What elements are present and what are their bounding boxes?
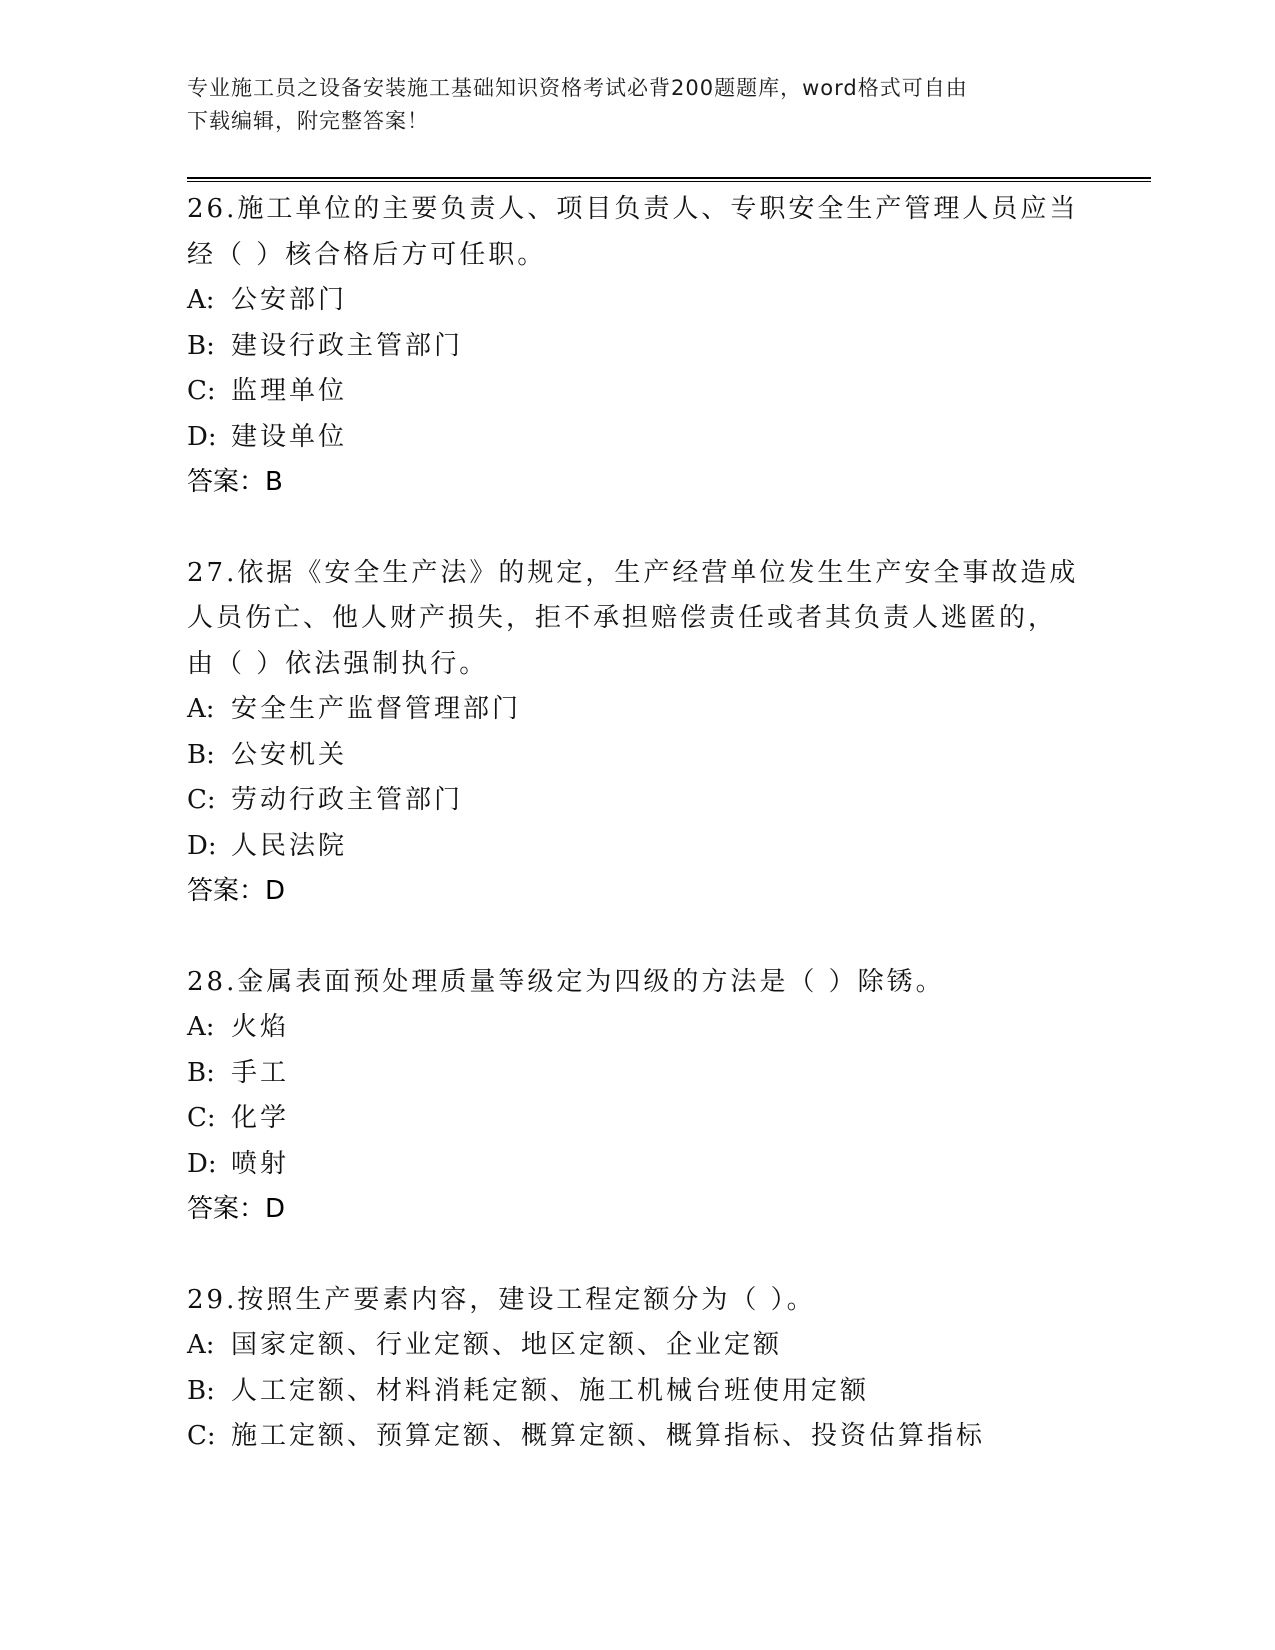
option-text: 火焰 — [231, 1012, 290, 1042]
option-key: B: — [187, 739, 215, 770]
answer-option — [187, 1414, 1087, 1460]
option-key: B: — [187, 1057, 215, 1088]
question-stem-line: 29.按照生产要素内容，建设工程定额分为（ ）。 — [187, 1284, 816, 1315]
option-key: A: — [187, 1330, 215, 1360]
answer-key: 答案：D — [187, 876, 286, 906]
answer-key: 答案：B — [187, 467, 283, 497]
answer-option — [187, 1323, 1087, 1369]
header-line-1: 专业施工员之设备安装施工基础知识资格考试必背200题题库，word格式可自由 — [187, 76, 968, 100]
option-text: 公安部门 — [231, 285, 348, 315]
answer-option — [187, 324, 1087, 370]
option-key: B: — [187, 330, 215, 361]
question-block — [187, 551, 1087, 915]
question-block — [187, 960, 1087, 1233]
answer-option — [187, 369, 1087, 415]
option-key: C: — [187, 1421, 216, 1451]
answer-option — [187, 1051, 1087, 1097]
question-stem-line: 26.施工单位的主要负责人、项目负责人、专职安全生产管理人员应当 — [187, 194, 1079, 224]
answer-option — [187, 1005, 1087, 1051]
option-key: C: — [187, 785, 216, 815]
option-text: 监理单位 — [231, 376, 348, 406]
option-key: C: — [187, 1103, 216, 1133]
answer-option — [187, 687, 1087, 733]
option-text: 人民法院 — [231, 830, 348, 861]
option-key: D: — [187, 421, 217, 452]
document-header — [187, 72, 1067, 138]
header-line-2: 下载编辑，附完整答案！ — [187, 109, 429, 133]
question-block — [187, 187, 1087, 506]
option-text: 劳动行政主管部门 — [231, 785, 464, 815]
answer-option — [187, 1096, 1087, 1142]
option-text: 化学 — [231, 1103, 290, 1133]
answer-option — [187, 778, 1087, 824]
option-key: A: — [187, 285, 215, 315]
header-divider-thick — [187, 177, 1151, 179]
question-stem-line: 由（ ）依法强制执行。 — [187, 648, 489, 679]
option-key: C: — [187, 376, 216, 406]
option-text: 安全生产监督管理部门 — [231, 694, 522, 724]
answer-option — [187, 1142, 1087, 1188]
option-text: 国家定额、行业定额、地区定额、企业定额 — [231, 1330, 783, 1360]
question-stem-line: 28.金属表面预处理质量等级定为四级的方法是（ ）除锈。 — [187, 966, 945, 997]
option-key: D: — [187, 1148, 217, 1179]
answer-option — [187, 1369, 1087, 1415]
option-text: 施工定额、预算定额、概算定额、概算指标、投资估算指标 — [231, 1421, 986, 1451]
question-stem-line: 27.依据《安全生产法》的规定，生产经营单位发生生产安全事故造成 — [187, 557, 1079, 588]
option-text: 公安机关 — [231, 739, 348, 770]
answer-option — [187, 278, 1087, 324]
option-key: A: — [187, 694, 215, 724]
option-key: D: — [187, 830, 217, 861]
option-text: 喷射 — [231, 1148, 290, 1179]
question-list — [187, 187, 1087, 1460]
option-key: A: — [187, 1012, 215, 1042]
answer-key: 答案：D — [187, 1194, 286, 1224]
answer-option — [187, 733, 1087, 779]
question-stem-line: 经（ ）核合格后方可任职。 — [187, 239, 547, 270]
option-text: 手工 — [231, 1057, 290, 1088]
answer-option — [187, 824, 1087, 870]
question-block — [187, 1278, 1087, 1460]
option-text: 人工定额、材料消耗定额、施工机械台班使用定额 — [231, 1375, 870, 1406]
header-divider-thin — [187, 181, 1151, 182]
option-text: 建设行政主管部门 — [231, 330, 464, 361]
answer-option — [187, 415, 1087, 461]
option-text: 建设单位 — [231, 421, 348, 452]
question-stem-line: 人员伤亡、他人财产损失，拒不承担赔偿责任或者其负责人逃匿的， — [187, 603, 1058, 633]
option-key: B: — [187, 1375, 215, 1406]
